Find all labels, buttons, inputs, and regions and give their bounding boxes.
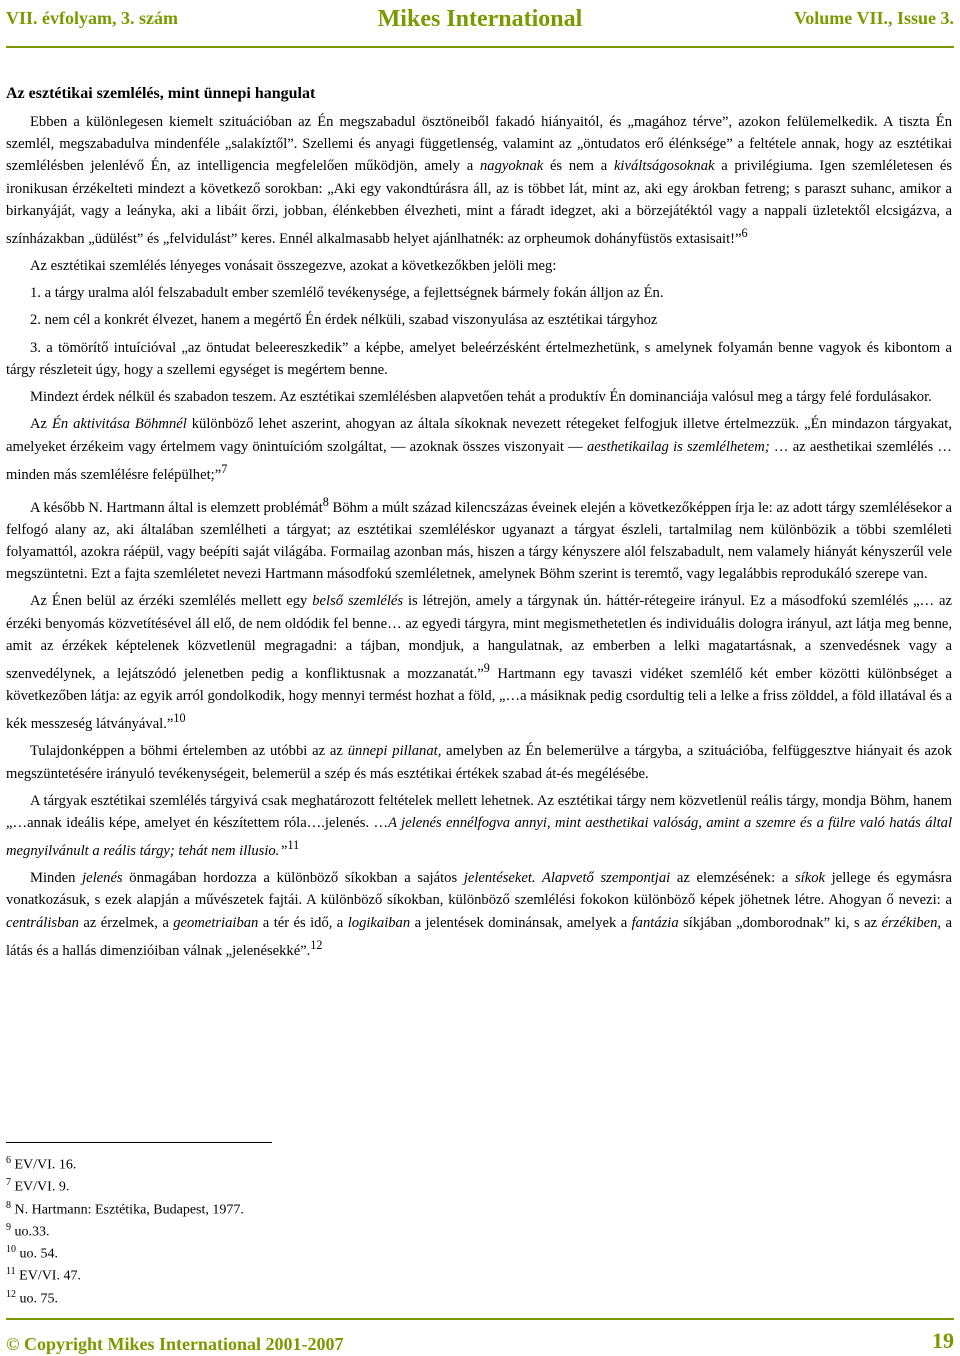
footnote-number: 6 (6, 1155, 11, 1166)
footnote-reference[interactable]: 10 (173, 711, 186, 726)
paragraph: Az Énen belül az érzéki szemlélés mellett egy belső szemlélés is létrejön, amely a tárgynak ún. háttér-rétegeire irányul. Ez a másodfokú szemlélés „… az érzéki benyomás közvetítésével áll elő, de nem oldódik fel benne… az egyedi tárgyra, mint megismethetetlen és individuális dologra irányul, azt látja meg benne, amit az érzékek képtelenek közvetlenül megragadni: a tájban, mondjuk, a hangulatnak, az emberben a lelki magatartásnak, a szenvedésnek vagy a szenvedélynek, a lejátszódó jelenetben pedig a konfliktusnak a mozzanatát.”$^9$ Hartmann egy tavaszi vidéket szemlélő két ember közötti különbséget a következőben látja: az egyik arról gondolkodik, hogy mennyi termést hozhat a föld, „…a másiknak pedig csordultig teli a lelke a friss zölddel, a föld illatával és a kék messzeség látványával.”$^{10}$ (6, 593, 952, 733)
header-volume-hu: VII. évfolyam, 3. szám (6, 8, 178, 28)
footnote-text: EV/VI. 47. (15, 1268, 81, 1284)
footnote-reference[interactable]: 7 (221, 461, 228, 476)
paragraph: 2. nem cél a konkrét élvezet, hanem a megértő Én érdek nélküli, szabad viszonyulása az esztétikai tárgyhoz (30, 312, 658, 329)
page-header (6, 4, 954, 34)
footnote (6, 1174, 244, 1196)
paragraph: Mindezt érdek nélkül és szabadon teszem. Az esztétikai szemlélésben alapvetően tehát a produktív Én dominanciája valósul meg a tárgy felé fordulásakor. (30, 389, 932, 406)
paragraph: Ebben a különlegesen kiemelt szituációban az Én megszabadul ösztöneiből fakadó hiányaitól, és „magához térve”, azokon felülemelkedik. A tiszta Én szemlél, megszabadulva mindenféle „salakíztől”. Szellemi és anyagi függetlenség, valamint az „öntudatos erő élénksége” a feltétele annak, hogy az esztétikai szemlélésben jelenlévő Én, az intelligencia megfelelően működjön, amely a nagyoknak és nem a kiváltságosoknak a privilégiuma. Igen szemléletesen és ironikusan érzékelteti mindezt a következő sorokban: „Aki egy vakondtúrásra áll, az is többet lát, mint az, aki egy árokban fetreng; s paraszt suhanc, amikor a birkanyáját, vagy a leányka, aki a libáit őrzi, jobban, élénkebben élvezheti, mint a fáradt idegzet, aki a börzejátéktól vagy a nappali üzletektől elcsigázva, a színházakban „üdülést” és „felvidulást” keres. Ennél alkalmasabb helyet ajánlhatnék: az orpheumok dohányfüstös extasisait!”$^6$ (6, 114, 952, 247)
footnote-number: 12 (6, 1288, 16, 1300)
footnote-reference[interactable]: 9 (483, 661, 490, 676)
footnote-rule (6, 1142, 272, 1143)
footnote-list (6, 1152, 244, 1308)
paragraph: 3. a tömörítő intuícióval „az öntudat beleereszkedik” a képbe, amelyet beleérzésként értelmezhetünk, s amelynek folyamán benne vagyok és kibontom a tárgy részleteit úgy, hogy a szellemi egységet is megértem benne. (6, 339, 952, 378)
paragraph: Az Én aktivitása Böhmnél különböző lehet aszerint, ahogyan az általa síkoknak nevezett rétegeket felfogjuk illetve értelmezzük. „Én mindazon tárgyakat, amelyeket érzékeim vagy értelmem vagy önintuícióm szolgáltat, — azoknak összes viszonyait — aesthetikailag is szemlélhetem; … az aesthetikai szemlélés … minden más szemlélésre felépülhet;”$^7$ (6, 416, 953, 483)
footnote-text: N. Hartmann: Esztétika, Budapest, 1977. (11, 1202, 244, 1218)
footnote (6, 1263, 244, 1285)
paragraph: 1. a tárgy uralma alól felszabadult ember szemlélő tevékenysége, a fejlettségnek bármely fokán álljon az Én. (30, 285, 664, 302)
footnote (6, 1241, 244, 1263)
footnote-text: uo.33. (11, 1224, 50, 1240)
header-volume-en: Volume VII., Issue 3. (793, 8, 954, 28)
paragraph-list (6, 111, 952, 962)
footnote-reference[interactable]: 12 (310, 937, 323, 952)
footnote (6, 1152, 244, 1174)
footnote-number: 9 (6, 1221, 11, 1233)
footnote-number: 11 (6, 1266, 16, 1278)
paragraph: A később N. Hartmann által is elemzett problémát$^8$ Böhm a múlt század kilencszázas éveinek elején a következőképpen írja le: az adott tárgy szemlélésekor a felfogó alany az, aki általában szemlélheti a tárgyat; az esztétikai szemléléskor ugyanazt a tárgyat észleli, tartalmilag nem különbözik a többi szemléleti folyamattól, azokra ráépül, vagy beépíti saját világába. Formailag azonban más, hiszen a tárgy kényszere alól felszabadult, nem valamely hiányát kényszerűl vele megszüntetni. Ezt a fajta szemléletet nevezi Hartmann másodfokú szemléletnek, amelynek Böhm szerint is teremtő, vagy legalábbis reprodukáló szerepe van. (6, 494, 952, 583)
page-number: 19 (932, 1328, 954, 1353)
footnote-number: 8 (6, 1199, 11, 1211)
article-body (6, 84, 952, 967)
footnote-number: 10 (6, 1244, 16, 1255)
footer-rule (6, 1318, 954, 1320)
footnote-number: 7 (6, 1177, 11, 1189)
footer-copyright: © Copyright Mikes International 2001-2007 (6, 1334, 344, 1354)
header-journal-title: Mikes International (377, 6, 583, 32)
paragraph: Minden jelenés önmagában hordozza a különböző síkokban a sajátos jelentéseket. Alapvető szempontjai az elemzésének: a síkok jellege és egymásra vonatkozásuk, s ezek alapján a művészetek fajtái. A különböző síkokban, különböző szemlélési fokokon különböző képek jöhetnek létre. Ahogyan ő nevezi: a centrálisban az érzelmek, a geometriaiban a tér és idő, a logikaiban a jelentések dominánsak, amelyek a fantázia síkjában „domborodnak” ki, s az érzékiben, a látás és a hallás dimenzióiban válnak „jelenésekké”.$^{12}$ (6, 870, 952, 959)
paragraph: Tulajdonképpen a böhmi értelemben az utóbbi az az ünnepi pillanat, amelyben az Én belemerülve a tárgyba, a szituációba, felfüggesztve hiányait és azok megszüntetésére irányuló tevékenységeit, belemerül a szép és más esztétikai értékek szabad át-és megélésébe. (6, 743, 953, 782)
footnote-text: uo. 54. (16, 1246, 58, 1262)
paragraph: Az esztétikai szemlélés lényeges vonásait összegezve, azokat a következőkben jelöli meg: (30, 258, 557, 275)
footnote-text: EV/VI. 9. (11, 1179, 70, 1195)
footnote (6, 1197, 244, 1219)
footnote (6, 1286, 244, 1308)
header-rule (6, 46, 954, 48)
paragraph: A tárgyak esztétikai szemlélés tárgyivá csak meghatározott feltételek mellett lehetnek. Az esztétikai tárgy nem közvetlenül reális tárgy, mondja Böhm, hanem „…annak ideális képe, amelyet én készítettem róla….jelenés. …A jelenés ennélfogva annyi, mint aesthetikai valóság, amint a szemre és a fülre való hatás által megnyilvánult a reális tárgy; tehát nem illusio.”$^{11}$ (6, 792, 953, 860)
footnote-reference[interactable]: 8 (322, 494, 329, 509)
section-title: Az esztétikai szemlélés, mint ünnepi hangulat (6, 85, 316, 102)
footnote-text: EV/VI. 16. (11, 1157, 77, 1173)
footnote (6, 1219, 244, 1241)
footnote-reference[interactable]: 6 (741, 226, 748, 241)
footnote-reference[interactable]: 11 (287, 838, 300, 853)
footnote-text: uo. 75. (16, 1291, 58, 1307)
